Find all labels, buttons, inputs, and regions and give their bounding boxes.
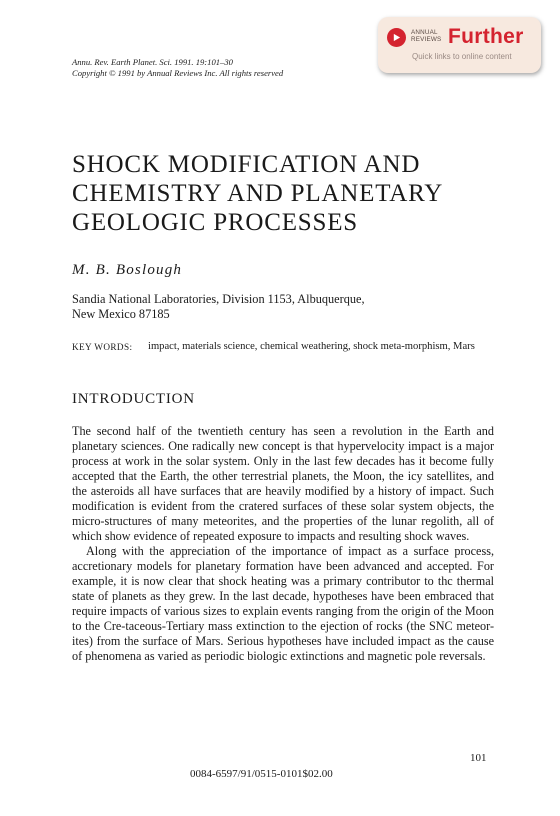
copyright-notice: Copyright © 1991 by Annual Reviews Inc. All rights reserved bbox=[72, 68, 284, 78]
author-affiliation: Sandia National Laboratories, Division 1153, Albuquerque, New Mexico 87185 bbox=[72, 292, 365, 321]
further-links-badge[interactable] bbox=[378, 17, 541, 73]
article-code: 0084-6597/91/0515-0101$02.00 bbox=[190, 768, 333, 780]
article-body bbox=[72, 424, 494, 664]
page-number: 101 bbox=[470, 752, 487, 764]
further-label: Further bbox=[448, 25, 524, 48]
journal-citation: Annu. Rev. Earth Planet. Sci. 1991. 19:101–30 bbox=[72, 57, 233, 67]
author-name: M. B. Boslough bbox=[72, 262, 183, 278]
further-sublabel: Quick links to online content bbox=[412, 52, 512, 61]
body-paragraph: The second half of the twentieth century has seen a revolution in the Earth and planetary sciences. One radically new concept is that hypervelocity impact is a major process at work in the solar system. Only in the last few decades has it become fully accepted that the Earth, the other terrestrial planets, the Moon, the icy satellites, and the asteroids all have surfaces that are heavily modified by a history of impact. Such modification is evident from the cratered surfaces of these solar system objects, the micro-structures of many meteorites, and the properties of the lunar regolith, all of which show evidence of repeated exposure to impacts and resulting shock waves. bbox=[72, 424, 494, 543]
body-paragraph: Along with the appreciation of the importance of impact as a surface process, accretionary models for planetary formation have been advanced and accepted. For example, it is now clear that shock heating was a primary contributor to thc thermal state of planets as they grew. In the last decade, hypotheses have been embraced that require impacts of various sizes to explain events ranging from the origin of the Moon to the Cre-taceous-Tertiary mass extinction to the ejection of rocks (the SNC meteor-ites) from the surface of Mars. Serious hypotheses have included impact as the cause of phenomena as varied as periodic biologic extinctions and magnetic pole reversals. bbox=[72, 544, 494, 663]
publisher-name: ANNUAL REVIEWS bbox=[411, 29, 442, 43]
article-title: SHOCK MODIFICATION AND CHEMISTRY AND PLANETARY GEOLOGIC PROCESSES bbox=[72, 151, 444, 236]
journal-header bbox=[72, 57, 283, 79]
keywords-list: impact, materials science, chemical weathering, shock meta-morphism, Mars bbox=[148, 341, 475, 352]
section-heading: INTRODUCTION bbox=[72, 391, 195, 407]
keywords-label: KEY WORDS: bbox=[72, 342, 133, 352]
play-icon bbox=[387, 28, 406, 47]
